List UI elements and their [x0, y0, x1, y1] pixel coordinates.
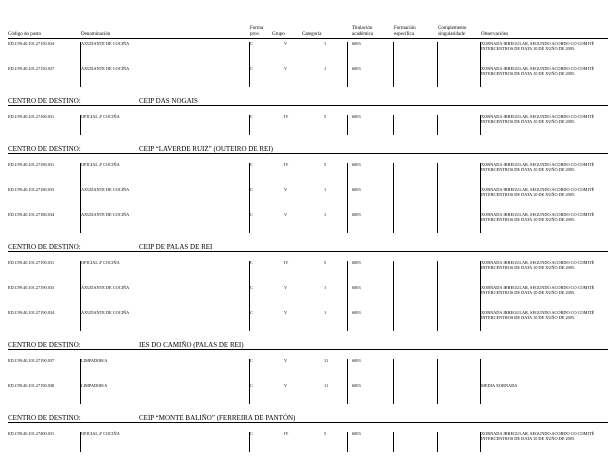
col-header-complemento-1: Complemento [438, 26, 467, 31]
column-divider [80, 261, 81, 331]
centro-destino-name: IES DO CAMIÑO (PALAS DE REI) [139, 341, 244, 349]
table-row [8, 163, 608, 188]
cell-titulacion: 6003 [352, 114, 361, 119]
column-divider [437, 115, 438, 135]
cell-observacions: XORNADA IRREGULAR, SEGUNDO ACORDO CO COMITÉ INTERCENTROS DE DATA 10 DE XUÑO DE 2005. [481, 162, 595, 172]
cell-observacions: XORNADA IRREGULAR, SEGUNDO ACORDO CO COMITÉ INTERCENTROS DE DATA 10 DE XUÑO DE 2005. [481, 66, 595, 76]
column-divider [249, 432, 250, 452]
cell-categoria: 1 [324, 187, 327, 192]
col-header-formacion-1: Formación [394, 26, 416, 31]
col-header-titulacion-1: Titulación [352, 26, 373, 31]
centro-destino-rule [8, 251, 608, 252]
cell-titulacion: 6003 [352, 431, 361, 436]
column-divider [393, 163, 394, 233]
cell-observacions: XORNADA IRREGULAR, SEGUNDO ACORDO CO COMITÉ INTERCENTROS DE DATA 10 DE XUÑO DE 2005. [481, 285, 595, 295]
col-header-observacions: Observacións [481, 32, 509, 37]
cell-grupo: V [284, 187, 288, 192]
column-divider [437, 42, 438, 87]
column-divider [437, 432, 438, 452]
cell-denominacion: OFICIAL 2ª COCIÑA [81, 114, 120, 119]
table-row [8, 384, 608, 409]
cell-forma-prov: C [250, 41, 253, 46]
column-divider [393, 261, 394, 331]
column-divider [393, 42, 394, 87]
column-divider [480, 432, 481, 452]
cell-observacions: MEDIA XORNADA [481, 383, 518, 388]
centro-destino-label: CENTRO DE DESTINO: [8, 145, 81, 153]
column-divider [249, 42, 250, 87]
cell-categoria: 1 [324, 66, 327, 71]
cell-grupo: IV [284, 431, 289, 436]
cell-forma-prov: C [250, 431, 253, 436]
table-row [8, 188, 608, 213]
table-row [8, 42, 608, 67]
cell-observacions: XORNADA IRREGULAR, SEGUNDO ACORDO CO COMITÉ INTERCENTROS DE DATA 10 DE XUÑO DE 2005. [481, 41, 595, 51]
cell-categoria: 5 [324, 162, 327, 167]
column-divider [80, 115, 81, 135]
column-divider [347, 42, 348, 87]
cell-forma-prov: C [250, 358, 253, 363]
centro-destino-rule [8, 153, 608, 154]
cell-titulacion: 6003 [352, 383, 361, 388]
cell-forma-prov: C [250, 162, 253, 167]
column-divider [480, 163, 481, 233]
table-row [8, 359, 608, 384]
column-divider [480, 42, 481, 87]
col-header-titulacion-2: académica [352, 32, 374, 37]
cell-denominacion: AXUDANTE DE COCIÑA [81, 310, 130, 315]
cell-grupo: V [284, 212, 288, 217]
cell-titulacion: 6003 [352, 66, 361, 71]
table-row [8, 286, 608, 311]
centro-destino-heading [8, 413, 608, 425]
cell-observacions: XORNADA IRREGULAR, SEGUNDO ACORDO CO COMITÉ INTERCENTROS DE DATA 10 DE XUÑO DE 2005. [481, 212, 595, 222]
cell-denominacion: LIMPADOR/A [81, 383, 108, 388]
cell-codigo: ED.C99.40.101.27180.031 [8, 162, 55, 167]
cell-denominacion: OFICIAL 2ª COCIÑA [81, 431, 120, 436]
cell-denominacion: OFICIAL 2ª COCIÑA [81, 162, 120, 167]
cell-codigo: ED.C99.40.101.27190.037 [8, 358, 55, 363]
cell-codigo: ED.C99.40.101.27190.034 [8, 310, 55, 315]
column-divider [437, 163, 438, 233]
column-divider [249, 163, 250, 233]
cell-observacions: XORNADA IRREGULAR, SEGUNDO ACORDO CO COMITÉ INTERCENTROS DE DATA 10 DE XUÑO DE 2005. [481, 310, 595, 320]
cell-forma-prov: C [250, 114, 253, 119]
table-row [8, 432, 608, 457]
column-divider [80, 432, 81, 452]
column-divider [393, 359, 394, 404]
table-row [8, 261, 608, 286]
centro-destino-label: CENTRO DE DESTINO: [8, 243, 81, 251]
cell-forma-prov: C [250, 310, 253, 315]
column-divider [80, 359, 81, 404]
column-divider [80, 163, 81, 233]
cell-grupo: V [284, 383, 288, 388]
col-header-codigo: Código do posto [8, 32, 42, 37]
centro-destino-name: CEIP “MONTE BALIÑO” (FERREIRA DE PANTÓN) [139, 414, 296, 422]
column-divider [249, 359, 250, 404]
cell-codigo: ED.C99.40.101.27160.031 [8, 114, 55, 119]
column-divider [347, 432, 348, 452]
cell-codigo: ED.C99.40.101.27400.031 [8, 431, 55, 436]
cell-forma-prov: C [250, 383, 253, 388]
cell-observacions: XORNADA IRREGULAR, SEGUNDO ACORDO CO COMITÉ INTERCENTROS DE DATA 10 DE XUÑO DE 2005. [481, 114, 595, 124]
table-row [8, 67, 608, 92]
centro-destino-heading [8, 96, 608, 108]
cell-codigo: ED.C99.40.101.27180.034 [8, 212, 55, 217]
cell-forma-prov: C [250, 66, 253, 71]
table-row [8, 213, 608, 238]
cell-forma-prov: C [250, 187, 253, 192]
col-header-forma-prov-1: Forma [250, 26, 264, 31]
cell-codigo: ED.C99.40.101.27190.038 [8, 383, 55, 388]
cell-grupo: V [284, 310, 288, 315]
col-header-denominacion: Denominación [81, 32, 111, 37]
col-header-categoria: Categoría [302, 32, 322, 37]
cell-denominacion: AXUDANTE DE COCIÑA [81, 187, 130, 192]
cell-categoria: 1 [324, 212, 327, 217]
centro-destino-heading [8, 144, 608, 156]
cell-titulacion: 6003 [352, 212, 361, 217]
cell-forma-prov: C [250, 212, 253, 217]
centro-destino-rule [8, 349, 608, 350]
column-divider [480, 261, 481, 331]
cell-categoria: 5 [324, 260, 327, 265]
cell-forma-prov: C [250, 260, 253, 265]
column-divider [80, 42, 81, 87]
cell-grupo: V [284, 358, 288, 363]
cell-grupo: V [284, 41, 288, 46]
column-divider [480, 359, 481, 404]
cell-titulacion: 6003 [352, 162, 361, 167]
cell-codigo: ED.C99.40.101.27190.033 [8, 285, 55, 290]
cell-codigo: ED.C99.40.101.27150.037 [8, 66, 55, 71]
col-header-complemento-2: singularidade [438, 32, 465, 37]
cell-categoria: 5 [324, 114, 327, 119]
cell-grupo: V [284, 285, 288, 290]
centro-destino-heading [8, 242, 608, 254]
cell-grupo: IV [284, 162, 289, 167]
cell-categoria: 11 [324, 383, 329, 388]
centro-destino-label: CENTRO DE DESTINO: [8, 341, 81, 349]
cell-grupo: IV [284, 114, 289, 119]
cell-titulacion: 6003 [352, 187, 361, 192]
column-divider [347, 163, 348, 233]
table-row [8, 311, 608, 336]
cell-denominacion: AXUDANTE DE COCIÑA [81, 212, 130, 217]
cell-categoria: 11 [324, 358, 329, 363]
centro-destino-label: CENTRO DE DESTINO: [8, 414, 81, 422]
cell-categoria: 1 [324, 285, 327, 290]
centro-destino-rule [8, 105, 608, 106]
table-row [8, 115, 608, 140]
column-divider [437, 359, 438, 404]
centro-destino-name: CEIP DAS NOGAIS [139, 97, 198, 105]
cell-categoria: 5 [324, 431, 327, 436]
cell-observacions: XORNADA IRREGULAR, SEGUNDO ACORDO CO COMITÉ INTERCENTROS DE DATA 10 DE XUÑO DE 2005. [481, 260, 595, 270]
cell-titulacion: 6003 [352, 285, 361, 290]
cell-titulacion: 6003 [352, 358, 361, 363]
cell-denominacion: LIMPADOR/A [81, 358, 108, 363]
cell-titulacion: 6003 [352, 260, 361, 265]
col-header-grupo: Grupo [272, 32, 285, 37]
cell-codigo: ED.C99.40.101.27150.034 [8, 41, 55, 46]
col-header-forma-prov-2: prov. [250, 32, 261, 37]
cell-grupo: V [284, 66, 288, 71]
centro-destino-rule [8, 422, 608, 423]
cell-denominacion: OFICIAL 2ª COCIÑA [81, 260, 120, 265]
centro-destino-heading [8, 340, 608, 352]
cell-codigo: ED.C99.40.101.27190.031 [8, 260, 55, 265]
column-divider [437, 261, 438, 331]
cell-titulacion: 6003 [352, 41, 361, 46]
centro-destino-name: CEIP DE PALAS DE REI [139, 243, 213, 251]
cell-denominacion: AXUDANTE DE COCIÑA [81, 285, 130, 290]
cell-codigo: ED.C99.40.101.27180.033 [8, 187, 55, 192]
header-rule [8, 38, 608, 39]
column-divider [480, 115, 481, 135]
cell-denominacion: AXUDANTE DE COCIÑA [81, 66, 130, 71]
column-divider [347, 359, 348, 404]
centro-destino-name: CEIP “LAVERDE RUIZ” (OUTEIRO DE REI) [139, 145, 273, 153]
column-divider [393, 432, 394, 452]
column-divider [347, 261, 348, 331]
column-divider [249, 115, 250, 135]
column-divider [393, 115, 394, 135]
col-header-formacion-2: específica [394, 32, 414, 37]
column-divider [347, 115, 348, 135]
centro-destino-label: CENTRO DE DESTINO: [8, 97, 81, 105]
cell-categoria: 1 [324, 310, 327, 315]
cell-categoria: 1 [324, 41, 327, 46]
cell-observacions: XORNADA IRREGULAR, SEGUNDO ACORDO CO COMITÉ INTERCENTROS DE DATA 10 DE XUÑO DE 2005. [481, 187, 595, 197]
cell-denominacion: AXUDANTE DE COCIÑA [81, 41, 130, 46]
cell-forma-prov: C [250, 285, 253, 290]
cell-grupo: IV [284, 260, 289, 265]
cell-observacions: XORNADA IRREGULAR, SEGUNDO ACORDO CO COMITÉ INTERCENTROS DE DATA 10 DE XUÑO DE 2005. [481, 431, 595, 441]
column-divider [249, 261, 250, 331]
cell-titulacion: 6003 [352, 310, 361, 315]
